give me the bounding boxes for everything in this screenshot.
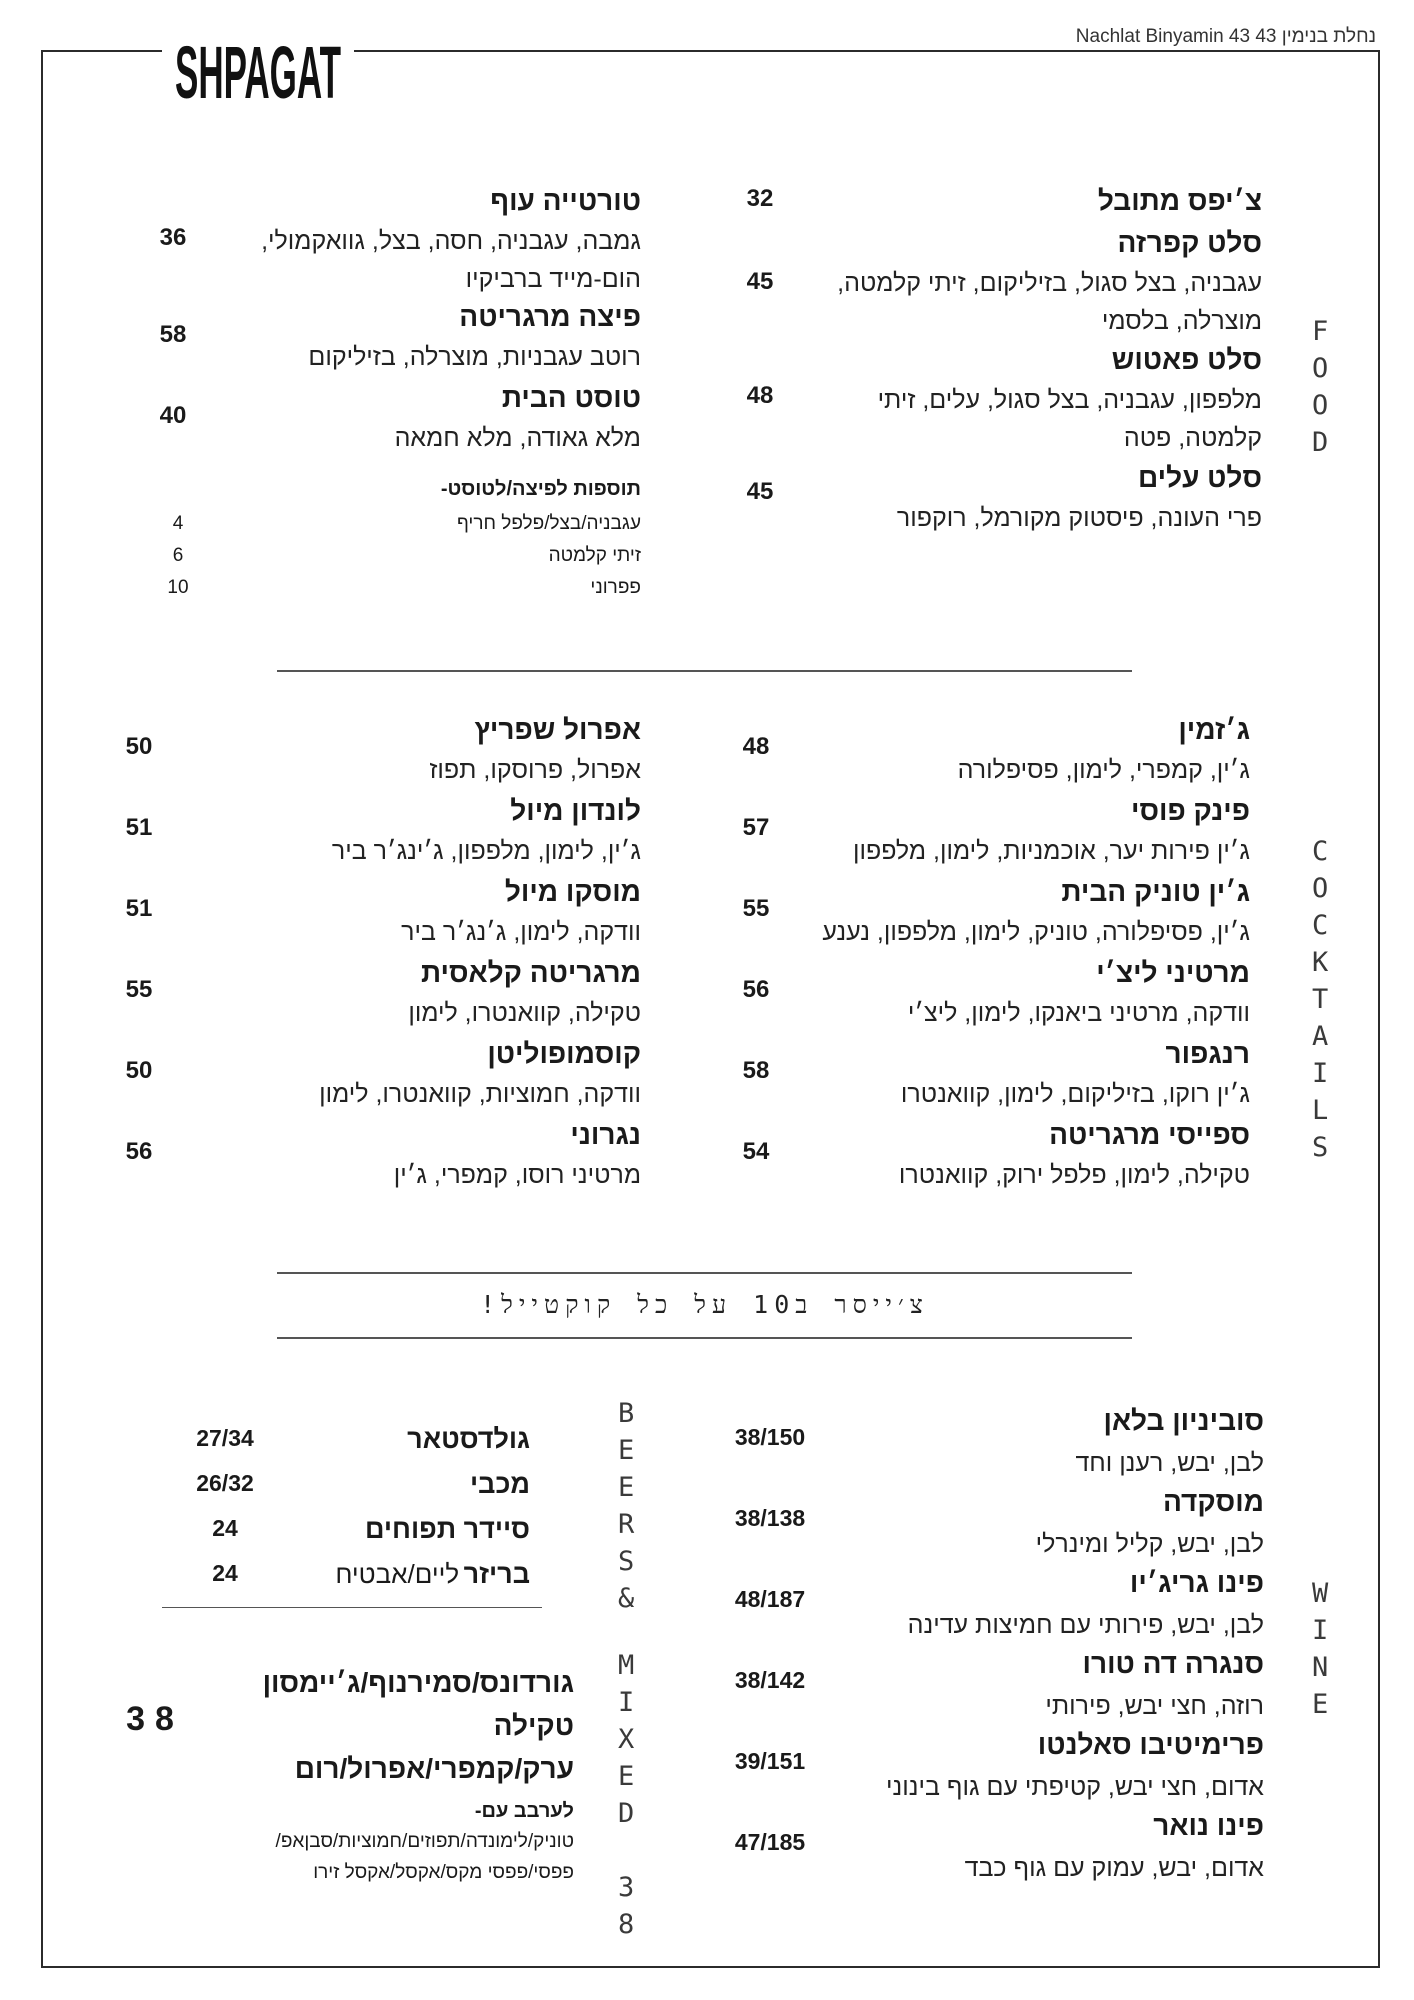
section-letter: A xyxy=(1312,1021,1329,1052)
cocktail-name: ספייסי מרגריטה xyxy=(1049,1119,1250,1150)
address: נחלת בנימין 43 Nachlat Binyamin 43 xyxy=(1075,26,1376,47)
food-section-label xyxy=(1312,318,1328,466)
section-letter: C xyxy=(1312,836,1329,867)
wine-description: לבן, יבש, פירותי עם חמיצות עדינה xyxy=(907,1611,1264,1639)
cocktail-price: 55 xyxy=(742,895,770,922)
wine-name: סנגרה דה טורו xyxy=(1082,1648,1264,1679)
wine-name: פינו גריג׳יו xyxy=(1129,1567,1264,1598)
menu-item-price: 45 xyxy=(746,268,774,295)
extra-item-price: 4 xyxy=(172,513,184,534)
section-letter: M xyxy=(618,1650,635,1681)
section-letter: E xyxy=(618,1472,635,1503)
beer-name: בריזר xyxy=(463,1559,530,1589)
cocktail-price: 57 xyxy=(742,814,770,841)
section-letter: B xyxy=(618,1398,635,1429)
cocktails-section-label xyxy=(1312,838,1328,1171)
beer-price: 27/34 xyxy=(196,1425,254,1451)
mix-with-title: לערבב עם- xyxy=(474,1800,574,1822)
menu-item-price: 58 xyxy=(159,321,187,348)
section-letter: 3 xyxy=(618,1872,635,1903)
extras-title: תוספות לפיצה/לטוסט- xyxy=(440,478,641,500)
cocktail-price: 48 xyxy=(742,733,770,760)
cocktail-price: 55 xyxy=(125,976,153,1003)
extra-item-name: זיתי קלמטה xyxy=(548,545,641,566)
divider-chaser-bottom xyxy=(277,1337,1132,1339)
wine-description: לבן, יבש, רענן וחד xyxy=(1075,1449,1264,1477)
section-letter: O xyxy=(1312,873,1329,904)
cocktail-description: אפרול, פרוסקו, תפוז xyxy=(429,756,641,784)
cocktail-name: מרטיני ליצ׳י xyxy=(1096,957,1250,988)
menu-item-description: פרי העונה, פיסטוק מקורמל, רוקפור xyxy=(896,504,1262,532)
beer-name: מכבי xyxy=(470,1469,530,1499)
wine-description: אדום, יבש, עמוק עם גוף כבד xyxy=(964,1854,1264,1882)
beer-name: סיידר תפוחים xyxy=(364,1514,530,1544)
extra-item-name: עגבניה/בצל/פלפל חריף xyxy=(456,513,641,534)
section-letter: X xyxy=(618,1724,635,1755)
wine-price: 39/151 xyxy=(734,1748,806,1774)
menu-item-price: 40 xyxy=(159,402,187,429)
section-letter: D xyxy=(1312,427,1329,458)
cocktail-name: מוסקו מיול xyxy=(504,876,641,907)
cocktail-name: ג׳ין טוניק הבית xyxy=(1061,876,1250,907)
menu-item-name: סלט פאטוש xyxy=(1111,344,1262,375)
wine-price: 38/150 xyxy=(734,1424,806,1450)
cocktail-description: ג׳ין, לימון, מלפפון, ג׳ינג׳ר ביר xyxy=(331,837,641,865)
menu-item-price: 36 xyxy=(159,224,187,251)
section-letter: I xyxy=(1312,1058,1329,1089)
beer-price: 24 xyxy=(212,1560,238,1586)
beer-row xyxy=(470,1466,530,1502)
section-letter xyxy=(618,1837,634,1864)
cocktail-description: ג׳ין פירות יער, אוכמניות, לימון, מלפפון xyxy=(852,837,1250,865)
wine-description: אדום, חצי יבש, קטיפתי עם גוף בינוני xyxy=(886,1773,1264,1801)
extra-item-price: 6 xyxy=(172,545,184,566)
section-letter: E xyxy=(1312,1689,1329,1720)
wine-name: פרימיטיבו סאלנטו xyxy=(1037,1729,1264,1760)
section-letter: K xyxy=(1312,947,1329,978)
cocktail-price: 50 xyxy=(125,733,153,760)
wine-price: 38/142 xyxy=(734,1667,806,1693)
section-letter: & xyxy=(618,1583,635,1614)
chaser-note: צ׳ייסר ב10 על כל קוקטייל! xyxy=(480,1290,929,1319)
section-letter: I xyxy=(618,1687,635,1718)
menu-item-name: פיצה מרגריטה xyxy=(459,301,641,332)
beer-name: גולדסטאר xyxy=(407,1424,530,1454)
cocktail-description: וודקה, לימון, ג׳נג׳ר ביר xyxy=(401,918,641,946)
divider-beers-mixed xyxy=(162,1607,542,1608)
section-letter: F xyxy=(1312,316,1329,347)
section-letter: N xyxy=(1312,1652,1329,1683)
section-letter: E xyxy=(618,1761,635,1792)
extra-item-price: 10 xyxy=(167,577,189,598)
section-letter: E xyxy=(618,1435,635,1466)
wine-description: לבן, יבש, קליל ומינרלי xyxy=(1035,1530,1264,1558)
section-letter: S xyxy=(618,1546,635,1577)
cocktail-description: טקילה, לימון, פלפל ירוק, קוואנטרו xyxy=(898,1161,1250,1189)
menu-item-price: 45 xyxy=(746,478,774,505)
cocktail-name: קוסמופוליטן xyxy=(487,1038,641,1069)
section-letter: O xyxy=(1312,353,1329,384)
section-letter: T xyxy=(1312,984,1329,1015)
menu-item-description: גמבה, עגבניה, חסה, בצל, גוואקמולי, הום-מייד ברביקיו xyxy=(261,227,641,293)
wine-price: 47/185 xyxy=(734,1829,806,1855)
cocktail-name: פינק פוסי xyxy=(1131,795,1250,826)
menu-item-description: רוטב עגבניות, מוצרלה, בזיליקום xyxy=(308,343,641,371)
cocktail-description: טקילה, קוואנטרו, לימון xyxy=(408,999,641,1027)
menu-item-name: צ׳יפס מתובל xyxy=(1097,185,1262,216)
cocktail-description: ג׳ין, קמפרי, לימון, פסיפלורה xyxy=(957,756,1250,784)
wine-name: סוביניון בלאן xyxy=(1103,1405,1264,1436)
cocktail-description: ג׳ין, פסיפלורה, טוניק, לימון, מלפפון, נענע xyxy=(822,918,1250,946)
cocktail-description: וודקה, מרטיני ביאנקו, לימון, ליצ׳י xyxy=(907,999,1250,1027)
menu-item-description: עגבניה, בצל סגול, בזיליקום, זיתי קלמטה, מוצרלה, בלסמי xyxy=(837,269,1262,335)
cocktail-name: אפרול שפריץ xyxy=(474,714,641,745)
svg-text:SHPAGAT: SHPAGAT xyxy=(175,31,341,114)
menu-item-price: 32 xyxy=(746,185,774,212)
menu-item-name: טורטייה עוף xyxy=(490,185,641,216)
shpagat-logo xyxy=(172,28,344,114)
cocktail-name: רנגפור xyxy=(1165,1038,1250,1069)
spirit-line: גורדונס/סמירנוף/ג׳יימסון xyxy=(262,1667,574,1698)
wine-name: מוסקדה xyxy=(1162,1486,1264,1517)
divider-food-cocktails xyxy=(277,670,1132,672)
cocktail-price: 56 xyxy=(125,1138,153,1165)
wine-description: רוזה, חצי יבש, פירותי xyxy=(1045,1692,1264,1720)
menu-item-name: סלט קפרזה xyxy=(1117,227,1262,258)
mixed-price: 38 xyxy=(126,1700,184,1738)
menu-item-price: 48 xyxy=(746,382,774,409)
divider-chaser-top xyxy=(277,1272,1132,1274)
cocktail-name: מרגריטה קלאסית xyxy=(421,957,641,988)
beer-row xyxy=(407,1421,530,1457)
beers-section-label xyxy=(618,1400,634,1622)
section-letter: R xyxy=(618,1509,635,1540)
menu-item-name: טוסט הבית xyxy=(501,382,641,413)
menu-item-description: מלפפון, עגבניה, בצל סגול, עלים, זיתי קלמטה, פטה xyxy=(877,386,1262,452)
cocktail-description: ג׳ין רוקו, בזיליקום, לימון, קוואנטרו xyxy=(900,1080,1250,1108)
wine-section-label xyxy=(1312,1580,1328,1728)
menu-item-description: מלא גאודה, מלא חמאה xyxy=(394,424,641,452)
beer-row xyxy=(335,1556,530,1592)
cocktail-price: 51 xyxy=(125,814,153,841)
section-letter: W xyxy=(1312,1578,1329,1609)
mix-options: טוניק/לימונדה/תפוזים/חמוציות/סבןאפ/ xyxy=(275,1831,574,1852)
section-letter: I xyxy=(1312,1615,1329,1646)
menu-item-name: סלט עלים xyxy=(1138,462,1262,493)
section-letter: 8 xyxy=(618,1909,635,1940)
section-letter: S xyxy=(1312,1132,1329,1163)
cocktail-price: 58 xyxy=(742,1057,770,1084)
wine-name: פינו נואר xyxy=(1153,1810,1264,1841)
beer-variant: ליים/אבטיח xyxy=(335,1559,460,1589)
section-letter: D xyxy=(618,1798,635,1829)
wine-price: 48/187 xyxy=(734,1586,806,1612)
mixed-section-label xyxy=(618,1652,634,1948)
section-letter: L xyxy=(1312,1095,1329,1126)
spirit-line: טקילה xyxy=(493,1710,574,1741)
cocktail-name: נגרוני xyxy=(570,1119,641,1150)
section-letter: O xyxy=(1312,390,1329,421)
spirit-line: ערק/קמפרי/אפרול/רום xyxy=(294,1753,574,1784)
cocktail-price: 56 xyxy=(742,976,770,1003)
cocktail-price: 51 xyxy=(125,895,153,922)
mix-options: פפסי/פפסי מקס/אקסל/אקסל זירו xyxy=(313,1862,574,1883)
beer-price: 24 xyxy=(212,1515,238,1541)
extra-item-name: פפרוני xyxy=(590,577,641,598)
cocktail-price: 50 xyxy=(125,1057,153,1084)
cocktail-description: מרטיני רוסו, קמפרי, ג׳ין xyxy=(393,1161,641,1189)
cocktail-name: ג׳זמין xyxy=(1178,714,1250,745)
beer-row xyxy=(365,1511,530,1547)
beer-price: 26/32 xyxy=(196,1470,254,1496)
section-letter: C xyxy=(1312,910,1329,941)
wine-price: 38/138 xyxy=(734,1505,806,1531)
cocktail-description: וודקה, חמוציות, קוואנטרו, לימון xyxy=(319,1080,641,1108)
cocktail-name: לונדון מיול xyxy=(510,795,641,826)
cocktail-price: 54 xyxy=(742,1138,770,1165)
